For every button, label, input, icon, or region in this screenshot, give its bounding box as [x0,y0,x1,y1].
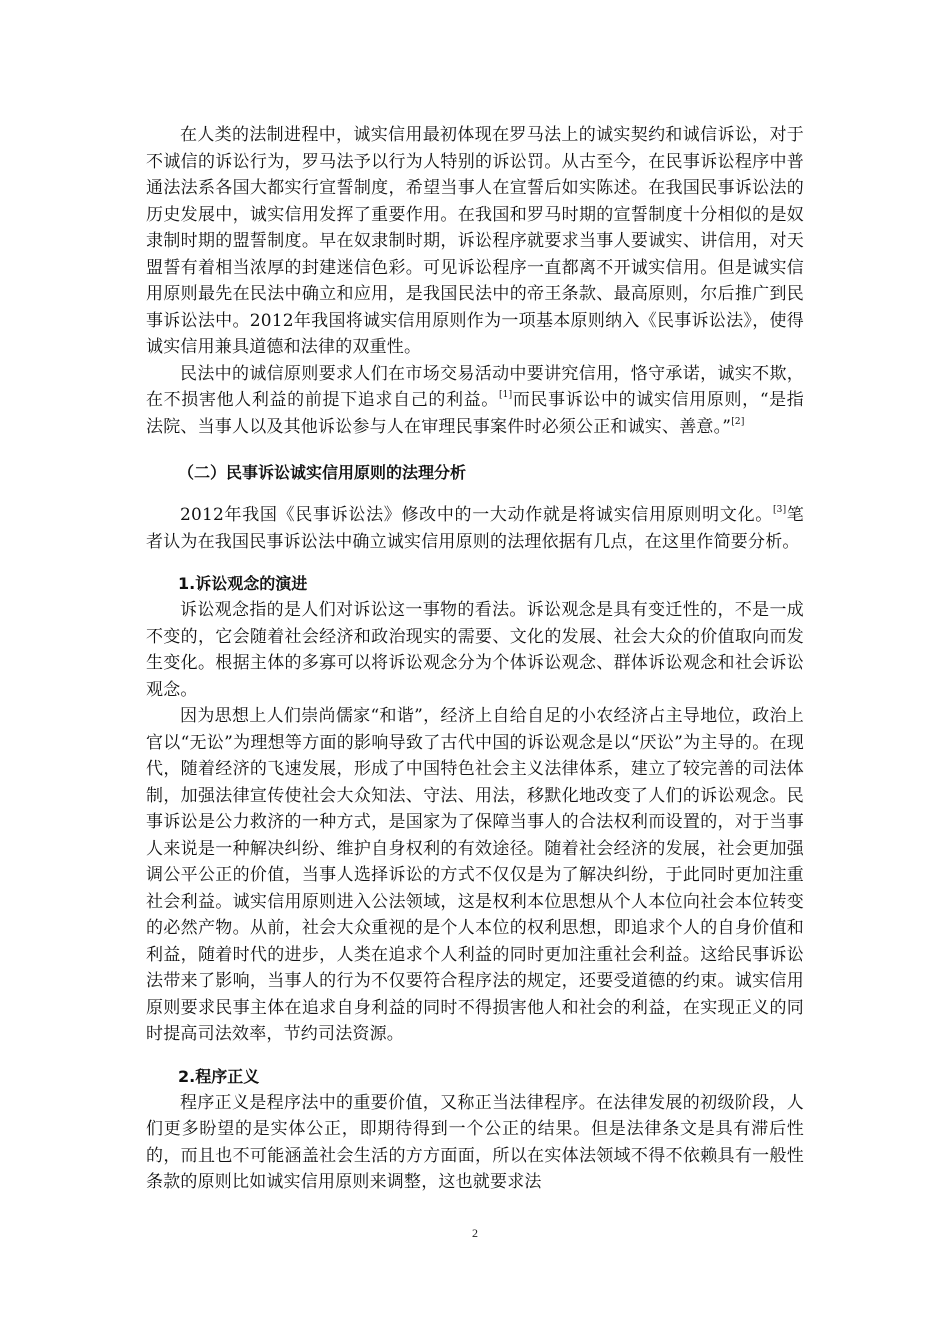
paragraph-litigation-concept-evolution: 因为思想上人们崇尚儒家“和谐”，经济上自给自足的小农经济占主导地位，政治上官以“无讼”为理想等方面的影响导致了古代中国的诉讼观念是以“厌讼”为主导的。在现代，随着经济的飞速发展，形成了中国特色社会主义法律体系，建立了较完善的司法体制，加强法律宣传使社会大众知法、守法、用法，移默化地改变了人们的诉讼观念。民事诉讼是公力救济的一种方式，是国家为了保障当事人的合法权利而设置的，对于当事人来说是一种解决纠纷、维护自身权利的有效途径。随着社会经济的发展，社会更加强调公平公正的价值，当事人选择诉讼的方式不仅仅是为了解决纠纷，于此同时更加注重社会利益。诚实信用原则进入公法领域，这是权利本位思想从个人本位向社会本位转变的必然产物。从前，社会大众重视的是个人本位的权利思想，即追求个人的自身价值和利益，随着时代的进步，人类在追求个人利益的同时更加注重社会利益。这给民事诉讼法带来了影响，当事人的行为不仅要符合程序法的规定，还要受道德的约束。诚实信用原则要求民事主体在追求自身利益的同时不得损害他人和社会的利益，在实现正义的同时提高司法效率，节约司法资源。 [146,706,804,1044]
citation-ref-3: [3] [772,505,787,516]
paragraph-text: 而民事诉讼中的诚实信用原则，“是指法院、当事人以及其他诉讼参与人在审理民事案件时必须公正和诚实、善意。” [146,390,805,437]
paragraph-civil-law-good-faith [146,361,804,441]
subsection-heading-procedural-justice: 2.程序正义 [178,1066,260,1086]
paragraph-text: 2012年我国《民事诉讼法》修改中的一大动作就是将诚实信用原则明文化。 [180,505,773,525]
paragraph-2012-amendment [146,502,804,555]
paragraph-text: 民法中的诚信原则要求人们在市场交易活动中要讲究信用，恪守承诺，诚实不欺，在不损害他人利益的前提下追求自己的利益。 [146,363,804,410]
paragraph-honesty-history: 在人类的法制进程中，诚实信用最初体现在罗马法上的诚实契约和诚信诉讼，对于不诚信的诉讼行为，罗马法予以行为人特别的诉讼罚。从古至今，在民事诉讼程序中普通法法系各国大都实行宣誓制度，希望当事人在宣誓后如实陈述。在我国民事诉讼法的历史发展中，诚实信用发挥了重要作用。在我国和罗马时期的宣誓制度十分相似的是奴隶制时期的盟誓制度。早在奴隶制时期，诉讼程序就要求当事人要诚实、讲信用，对天盟誓有着相当浓厚的封建迷信色彩。可见诉讼程序一直都离不开诚实信用。但是诚实信用原则最先在民法中确立和应用，是我国民法中的帝王条款、最高原则，尔后推广到民事诉讼法中。2012年我国将诚实信用原则作为一项基本原则纳入《民事诉讼法》，使得诚实信用兼具道德和法律的双重性。 [146,125,804,357]
paragraph-procedural-justice: 程序正义是程序法中的重要价值，又称正当法律程序。在法律发展的初级阶段，人们更多盼望的是实体公正，即期待得到一个公正的结果。但是法律条文是具有滞后性的，而且也不可能涵盖社会生活的方方面面，所以在实体法领域不得不依赖具有一般性条款的原则比如诚实信用原则来调整，这也就要求法 [146,1092,804,1192]
paragraph-text: 笔者认为在我国民事诉讼法中确立诚实信用原则的法理依据有几点，在这里作简要分析。 [146,505,805,552]
document-body [146,122,804,1196]
citation-ref-2: [2] [731,416,745,427]
citation-ref-1: [1] [498,390,513,401]
paragraph-litigation-concept-definition: 诉讼观念指的是人们对诉讼这一事物的看法。诉讼观念是具有变迁性的，不是一成不变的，它会随着社会经济和政治现实的需要、文化的发展、社会大众的价值取向而发生变化。根据主体的多寡可以将诉讼观念分为个体诉讼观念、群体诉讼观念和社会诉讼观念。 [146,600,804,700]
subsection-heading-litigation-concept: 1.诉讼观念的演进 [178,574,308,593]
page-number: 2 [472,1226,478,1240]
section-heading: （二）民事诉讼诚实信用原则的法理分析 [178,463,467,482]
